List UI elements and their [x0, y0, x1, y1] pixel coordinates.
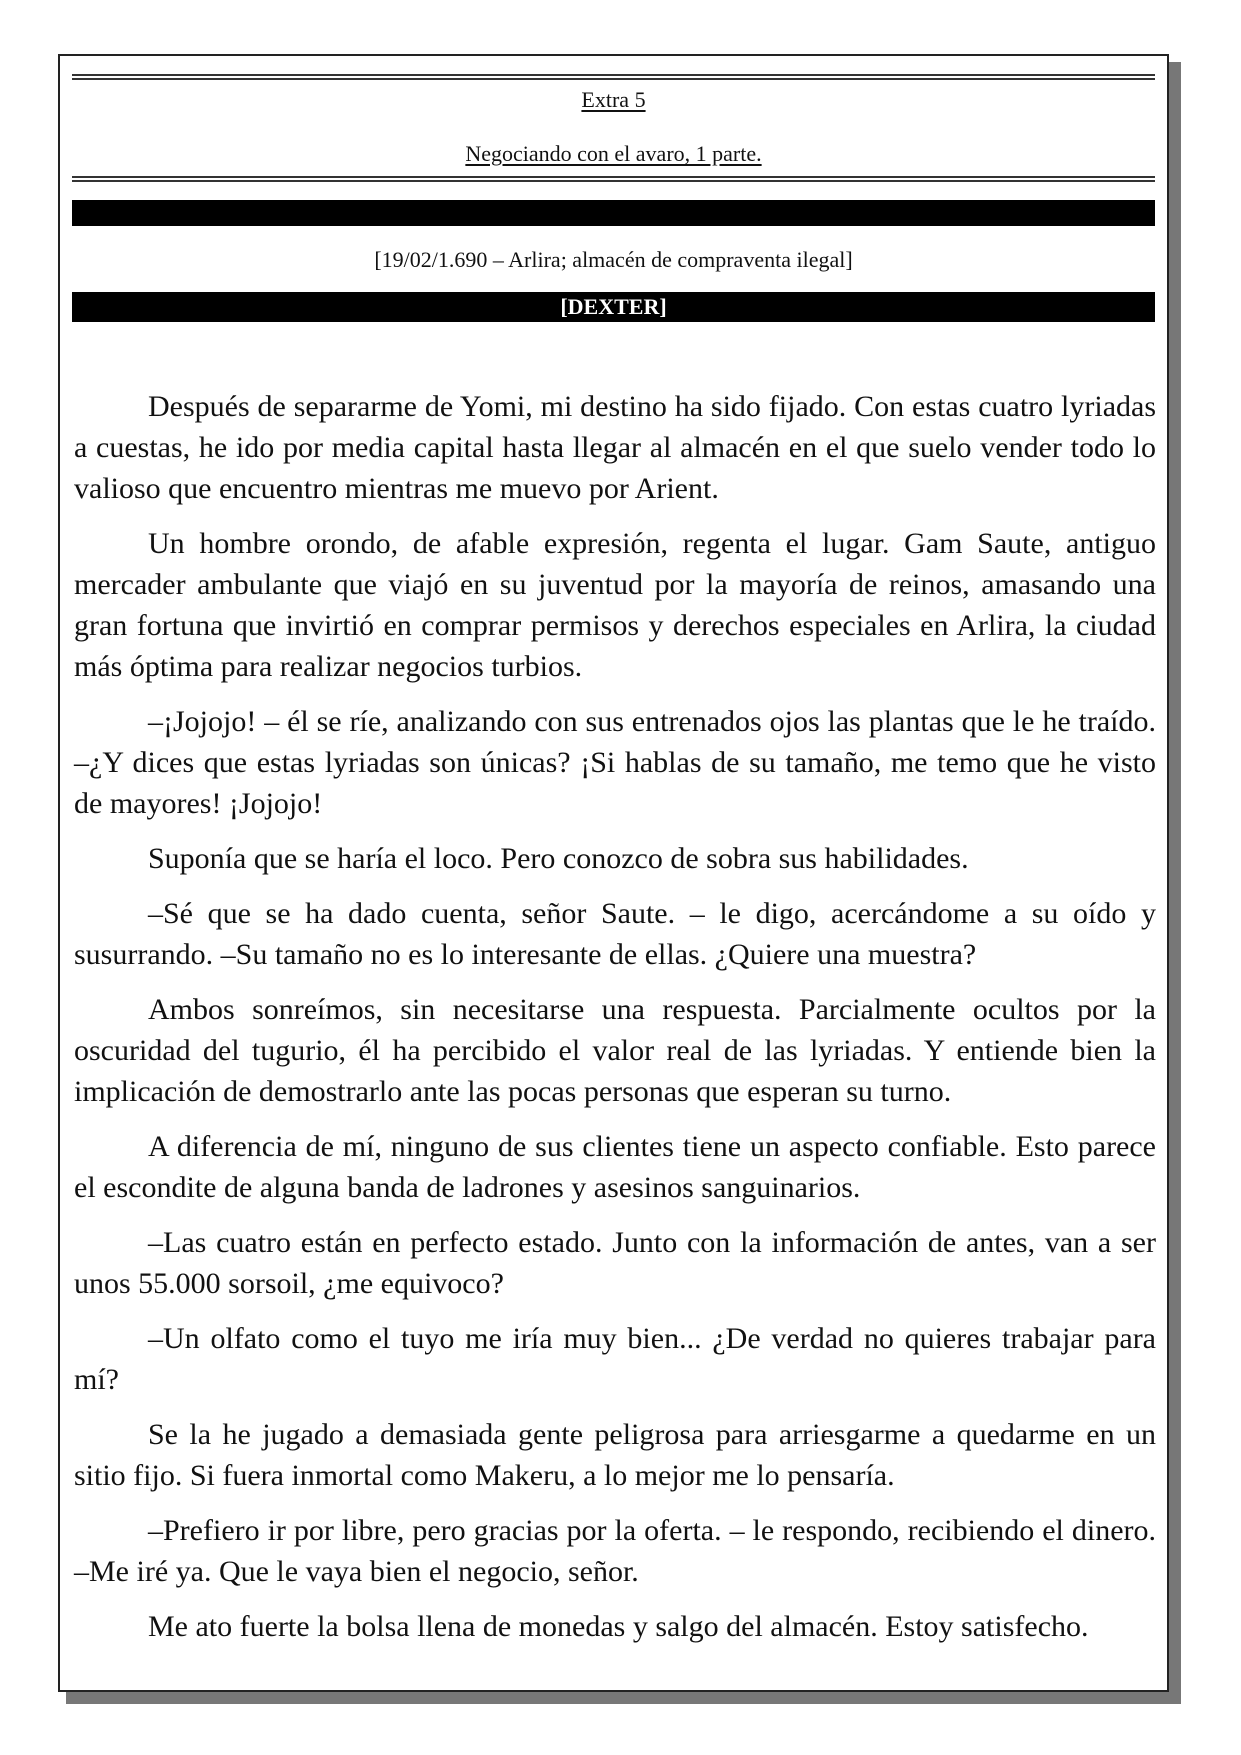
- paragraph: –Un olfato como el tuyo me iría muy bien... ¿De verdad no quieres trabajar para mí?: [74, 1322, 1156, 1396]
- paragraph: Un hombre orondo, de afable expresión, regenta el lugar. Gam Saute, antiguo mercader ambulante que viajó en su juventud por la mayoría de reinos, amasando una gran fortuna que invirtió en comprar permisos y derechos especiales en Arlira, la ciudad más óptima para realizar negocios turbios.: [74, 527, 1156, 683]
- chapter-title: [60, 140, 1167, 168]
- chapter-label-text: Extra 5: [581, 87, 646, 112]
- scene-header: [19/02/1.690 – Arlira; almacén de compraventa ilegal]: [374, 247, 853, 272]
- paragraph: –Las cuatro están en perfecto estado. Junto con la información de antes, van a ser unos 55.000 sorsoil, ¿me equivoco?: [74, 1226, 1156, 1300]
- black-divider-bar: [72, 200, 1155, 226]
- top-double-rule: [72, 74, 1155, 80]
- paragraph: Ambos sonreímos, sin necesitarse una respuesta. Parcialmente ocultos por la oscuridad del tugurio, él ha percibido el valor real de las lyriadas. Y entiende bien la implicación de demostrarlo ante las pocas personas que esperan su turno.: [74, 993, 1156, 1108]
- paragraph: Suponía que se haría el loco. Pero conozco de sobra sus habilidades.: [148, 842, 969, 875]
- page-frame: [58, 54, 1169, 1692]
- pov-label: [DEXTER]: [72, 292, 1155, 322]
- paragraph: Se la he jugado a demasiada gente peligrosa para arriesgarme a quedarme en un sitio fijo. Si fuera inmortal como Makeru, a lo mejor me lo pensaría.: [74, 1418, 1156, 1492]
- chapter-label: [60, 86, 1167, 114]
- middle-double-rule: [72, 176, 1155, 182]
- paragraph: –Prefiero ir por libre, pero gracias por la oferta. – le respondo, recibiendo el dinero. –Me iré ya. Que le vaya bien el negocio, señor.: [74, 1514, 1156, 1588]
- body-text: [74, 386, 1156, 1661]
- paragraph: –¡Jojojo! – él se ríe, analizando con sus entrenados ojos las plantas que le he traído. –¿Y dices que estas lyriadas son únicas? ¡Si hablas de su tamaño, me temo que he visto de mayores! ¡Jojojo!: [74, 705, 1156, 820]
- chapter-title-text: Negociando con el avaro, 1 parte.: [465, 141, 762, 166]
- paragraph: Me ato fuerte la bolsa llena de monedas y salgo del almacén. Estoy satisfecho.: [148, 1610, 1089, 1643]
- paragraph: –Sé que se ha dado cuenta, señor Saute. – le digo, acercándome a su oído y susurrando. –Su tamaño no es lo interesante de ellas. ¿Quiere una muestra?: [74, 897, 1156, 971]
- paragraph: Después de separarme de Yomi, mi destino ha sido fijado. Con estas cuatro lyriadas a cuestas, he ido por media capital hasta llegar al almacén en el que suelo vender todo lo valioso que encuentro mientras me muevo por Arient.: [74, 390, 1156, 505]
- paragraph: A diferencia de mí, ninguno de sus clientes tiene un aspecto confiable. Esto parece el escondite de alguna banda de ladrones y asesinos sanguinarios.: [74, 1130, 1156, 1204]
